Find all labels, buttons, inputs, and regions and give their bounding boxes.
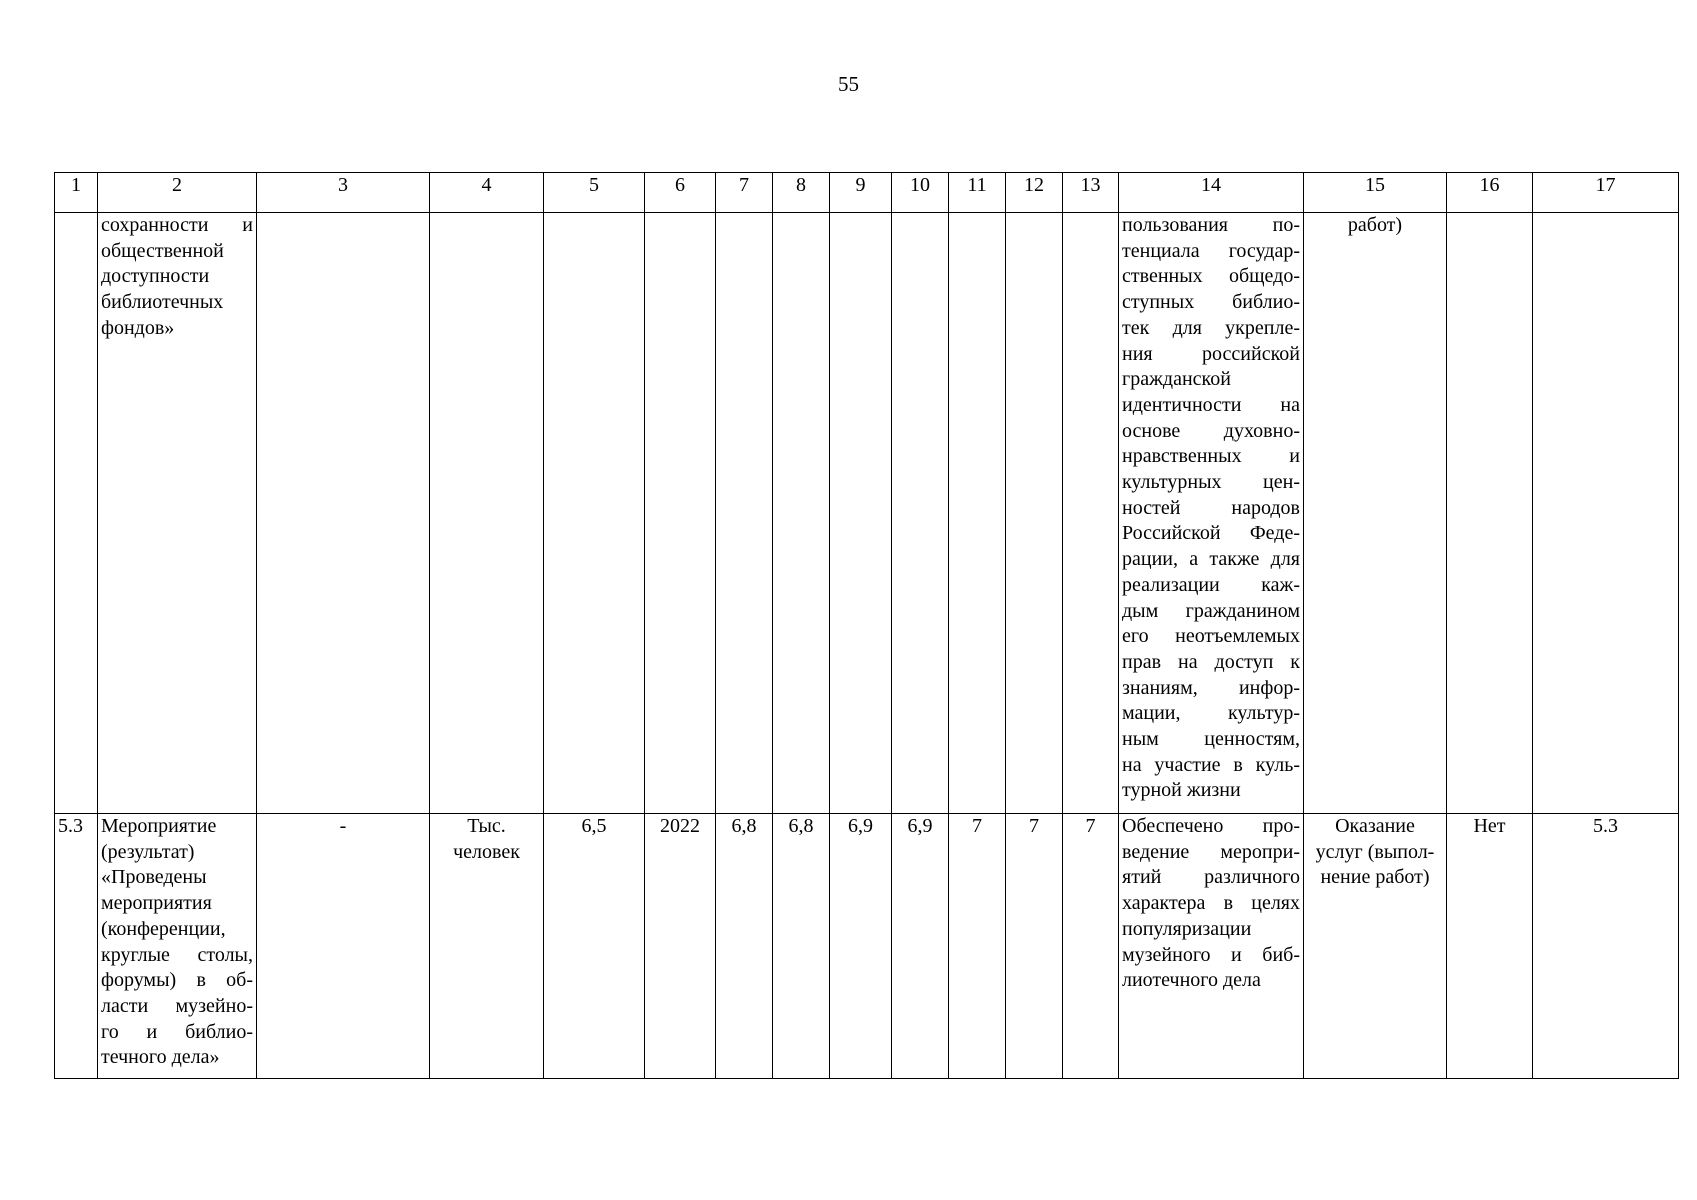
- text-line: ния российской: [1122, 342, 1300, 365]
- cell-col17: 5.3: [1533, 814, 1679, 1079]
- cell-col5: [544, 213, 645, 814]
- column-number-2: 2: [98, 173, 257, 213]
- text-line: Российской Феде-: [1122, 522, 1300, 545]
- cell-col11: [949, 213, 1006, 814]
- column-number-4: 4: [430, 173, 544, 213]
- text-line: знаниям, инфор-: [1122, 676, 1300, 699]
- cell-col5: 6,5: [544, 814, 645, 1079]
- text-line: популяризации: [1122, 917, 1252, 940]
- cell-unit: [430, 814, 544, 1079]
- text-line: Мероприятие: [101, 815, 217, 837]
- text-line: ным ценностям,: [1122, 728, 1300, 751]
- cell-col16: Нет: [1447, 814, 1533, 1079]
- cell-col10: [892, 213, 949, 814]
- text-line: ласти музейно-: [101, 994, 253, 1017]
- text-line: услуг (выпол-: [1315, 840, 1435, 863]
- cell-name: [98, 213, 257, 814]
- cell-number: [55, 213, 98, 814]
- text-line: характера в целях: [1122, 892, 1300, 915]
- cell-col10: 6,9: [892, 814, 949, 1079]
- column-number-13: 13: [1063, 173, 1119, 213]
- text-line: идентичности на: [1122, 393, 1300, 416]
- text-line: лиотечного дела: [1122, 969, 1261, 992]
- text-line: нравственных и: [1122, 445, 1300, 468]
- cell-description: [1119, 213, 1304, 814]
- text-line: нение работ): [1320, 866, 1430, 889]
- text-line: сохранности и: [101, 214, 253, 236]
- cell-col6: 2022: [645, 814, 716, 1079]
- column-number-11: 11: [949, 173, 1006, 213]
- text-line: го и библио-: [101, 1020, 253, 1043]
- column-number-12: 12: [1006, 173, 1063, 213]
- cell-type: [1304, 814, 1447, 1079]
- column-number-14: 14: [1119, 173, 1304, 213]
- text-line: мации, культур-: [1122, 702, 1300, 725]
- cell-col13: [1063, 213, 1119, 814]
- cell-col3: -: [257, 814, 430, 1079]
- text-line: ступных библио-: [1122, 291, 1300, 314]
- text-line: «Проведены: [101, 866, 207, 889]
- cell-col7: [716, 213, 773, 814]
- text-line: реализации каж-: [1122, 573, 1300, 596]
- cell-col8: 6,8: [773, 814, 830, 1079]
- text-line: человек: [453, 840, 520, 863]
- cell-col13: 7: [1063, 814, 1119, 1079]
- cell-description: [1119, 814, 1304, 1079]
- text-line: пользования по-: [1122, 214, 1300, 236]
- cell-col4: [430, 213, 544, 814]
- text-line: ведение меропри-: [1122, 840, 1300, 863]
- text-line: Тыс.: [467, 815, 506, 837]
- column-number-10: 10: [892, 173, 949, 213]
- header-row: [55, 173, 1679, 213]
- cell-col8: [773, 213, 830, 814]
- cell-col11: 7: [949, 814, 1006, 1079]
- column-number-8: 8: [773, 173, 830, 213]
- text-line: дым гражданином: [1122, 599, 1300, 622]
- text-line: библиотечных: [101, 291, 224, 314]
- table-row-continued: [55, 213, 1679, 814]
- cell-col12: [1006, 213, 1063, 814]
- cell-col6: [645, 213, 716, 814]
- text-line: основе духовно-: [1122, 419, 1300, 442]
- cell-name: [98, 814, 257, 1079]
- column-number-6: 6: [645, 173, 716, 213]
- cell-col16: [1447, 213, 1533, 814]
- text-line: рации, а также для: [1122, 548, 1300, 571]
- text-line: (результат): [101, 840, 195, 863]
- cell-col3: [257, 213, 430, 814]
- column-number-5: 5: [544, 173, 645, 213]
- column-number-1: 1: [55, 173, 98, 213]
- text-line: тек для укрепле-: [1122, 316, 1300, 339]
- text-line: форумы) в об-: [101, 969, 253, 992]
- column-number-9: 9: [830, 173, 892, 213]
- cell-col9: 6,9: [830, 814, 892, 1079]
- table-row-5-3: [55, 814, 1679, 1079]
- text-line: ственных общедо-: [1122, 265, 1300, 288]
- indicators-table: [54, 172, 1679, 1079]
- column-number-17: 17: [1533, 173, 1679, 213]
- cell-number: 5.3: [55, 814, 98, 1079]
- text-line: турной жизни: [1122, 779, 1241, 802]
- text-line: течного дела»: [101, 1046, 220, 1069]
- text-line: Оказание: [1335, 815, 1415, 837]
- column-number-15: 15: [1304, 173, 1447, 213]
- text-line: гражданской: [1122, 368, 1231, 391]
- text-line: тенциала государ-: [1122, 239, 1300, 262]
- text-line: (конференции,: [101, 917, 226, 940]
- cell-col9: [830, 213, 892, 814]
- text-line: круглые столы,: [101, 943, 253, 966]
- cell-col12: 7: [1006, 814, 1063, 1079]
- text-line: ностей народов: [1122, 496, 1300, 519]
- text-line: на участие в куль-: [1122, 753, 1300, 776]
- text-line: доступности: [101, 265, 210, 288]
- text-line: его неотъемлемых: [1122, 625, 1300, 648]
- text-line: культурных цен-: [1122, 471, 1300, 494]
- cell-type: работ): [1304, 213, 1447, 814]
- text-line: мероприятия: [101, 892, 212, 915]
- text-line: общественной: [101, 239, 224, 262]
- text-line: прав на доступ к: [1122, 650, 1300, 673]
- text-line: ятий различного: [1122, 866, 1300, 889]
- text-line: Обеспечено про-: [1122, 815, 1300, 837]
- cell-col7: 6,8: [716, 814, 773, 1079]
- text-line: музейного и биб-: [1122, 943, 1300, 966]
- page-number: 55: [838, 72, 859, 96]
- column-number-7: 7: [716, 173, 773, 213]
- text-line: фондов»: [101, 316, 175, 339]
- cell-col17: [1533, 213, 1679, 814]
- column-number-3: 3: [257, 173, 430, 213]
- column-number-16: 16: [1447, 173, 1533, 213]
